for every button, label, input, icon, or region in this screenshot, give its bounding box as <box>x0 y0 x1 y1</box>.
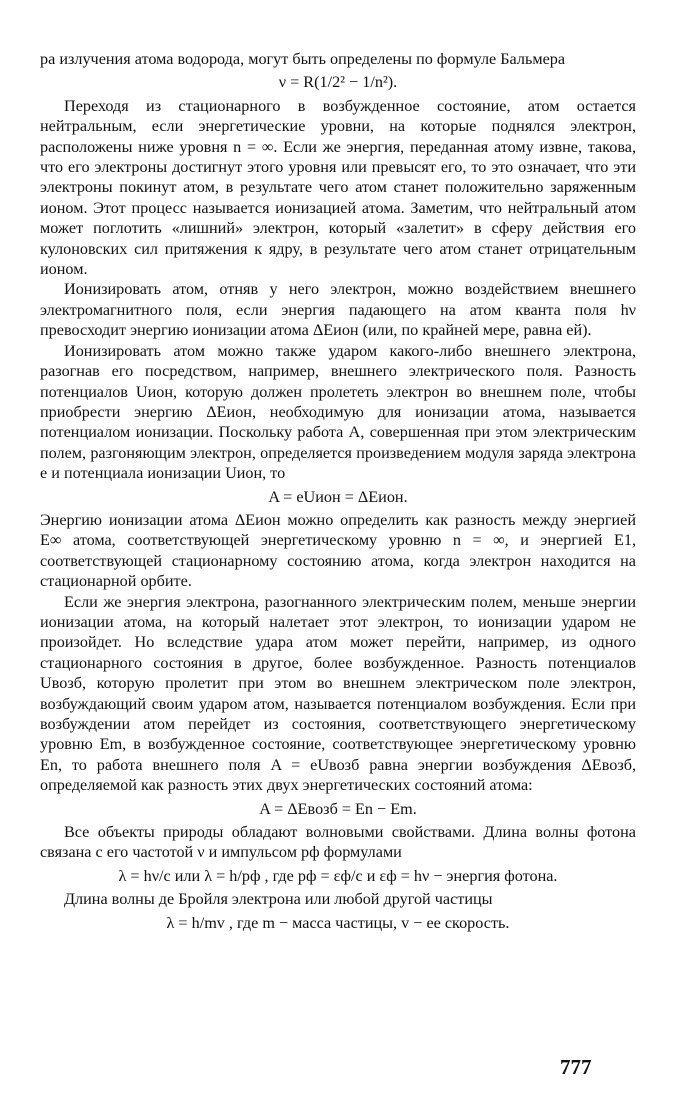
intro-paragraph: ра излучения атома водорода, могут быть определены по формуле Бальмера <box>40 50 566 68</box>
balmer-formula: ν = R(1/2² − 1/n²). <box>278 73 398 92</box>
page-number: 777 <box>560 1055 592 1079</box>
paragraph-wave-properties: Все объекты природы обладают волновыми свойствами. Длина волны фотона связана с его частотой ν и импульсом pф формулами <box>40 823 636 862</box>
paragraph-excitation-potential: Если же энергия электрона, разогнанного электрическим полем, меньше энергии ионизации атома, на который налетает этот электрон, то ионизации ударом не произойдет. Но вследствие удара атом может перейти, например, из одного стационарного состояния в другое, более возбужденное. Разность потенциалов Uвозб, которую пролетит при этом во внешнем электрическом поле электрон, возбуждающий своим ударом атом, называется потенциалом возбуждения. Если при возбуждении атом перейдет из состояния, соответствующего энергетическому уровню Em, в возбужденное состояние, соответствующее энергетическому уровню En, то работа внешнего поля A = eUвозб равна энергии возбуждения ΔEвозб, определяемой как разность этих двух энергетических состояний атома: <box>40 592 636 795</box>
paragraph-photoionization: Ионизировать атом, отняв у него электрон, можно воздействием внешнего электромагнитного поля, если энергия падающего на атом кванта поля hν превосходит энергию ионизации атома ΔEион (или, по крайней мере, равна ей). <box>40 280 636 340</box>
page-body <box>40 49 636 936</box>
excitation-formula: A = ΔEвозб = En − Em. <box>259 799 417 818</box>
paragraph-impact-ionization: Ионизировать атом можно также ударом какого-либо внешнего электрона, разогнав его посредством, например, внешнего электрического поля. Разность потенциалов Uион, которую должен пролететь электрон во внешнем поле, чтобы приобрести энергию ΔEион, необходимую для ионизации атома, называется потенциалом ионизации. Поскольку работа A, совершенная при этом электрическим полем, разгоняющим электрон, определяется произведением модуля заряда электрона e и потенциала ионизации Uион, то <box>40 341 636 483</box>
paragraph-de-broglie: Длина волны де Бройля электрона или любой другой частицы <box>64 890 493 909</box>
de-broglie-formula: λ = h/mv , где m − масса частицы, v − ее скорость. <box>166 913 510 932</box>
paragraph-excitation: Переходя из стационарного в возбужденное состояние, атом остается нейтральным, если энергетические уровни, на которые поднялся электрон, расположены ниже уровня n = ∞. Если же энергия, переданная атому извне, такова, что его электроны достигнут этого уровня или превысят его, то это означает, что эти электроны покинут атом, в результате чего атом станет положительно заряженным ионом. Этот процесс называется ионизацией атома. Заметим, что нейтральный атом может поглотить «лишний» электрон, который «залетит» в сферу действия его кулоновских сил притяжения к ядру, в результате чего атом станет отрицательным ионом. <box>40 96 636 279</box>
photon-formula: λ = hν/c или λ = h/pф , где pф = εф/c и εф = hν − энергия фотона. <box>118 866 558 885</box>
ionization-formula: A = eUион = ΔEион. <box>268 487 408 506</box>
paragraph-ionization-energy: Энергию ионизации атома ΔEион можно определить как разность между энергией E∞ атома, соответствующей энергетическому уровню n = ∞, и энергией E1, соответствующей стационарному состоянию атома, когда электрон находится на стационарной орбите. <box>40 510 636 591</box>
